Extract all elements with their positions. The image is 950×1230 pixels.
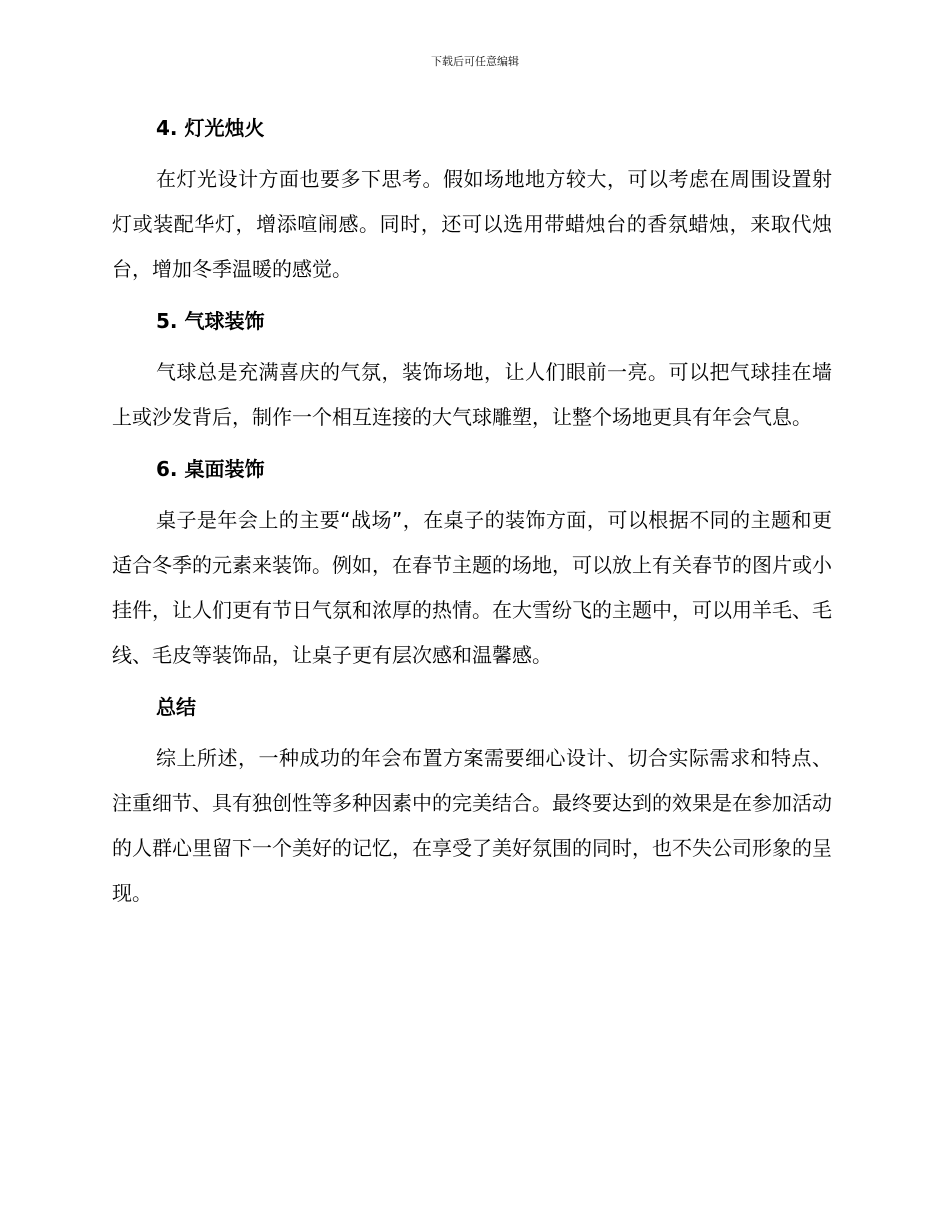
section-heading-summary: 总结 [156,695,196,719]
section-paragraph-summary: 综上所述，一种成功的年会布置方案需要细心设计、切合实际需求和特点、注重细节、具有独创性等多种因素中的完美结合。最终要达到的效果是在参加活动的人群心里留下一个美好的记忆，在享受了美好氛围的同时，也不失公司形象的呈现。 [112,746,832,905]
document-body [112,112,832,929]
section-heading-lighting: 4. 灯光烛火 [156,116,265,140]
section-heading-balloons: 5. 气球装饰 [156,309,265,333]
section-paragraph-table-decor: 桌子是年会上的主要“战场”，在桌子的装饰方面，可以根据不同的主题和更适合冬季的元素来装饰。例如，在春节主题的场地，可以放上有关春节的图片或小挂件，让人们更有节日气氛和浓厚的热情。在大雪纷飞的主题中，可以用羊毛、毛线、毛皮等装饰品，让桌子更有层次感和温馨感。 [112,508,832,667]
section-paragraph-lighting: 在灯光设计方面也要多下思考。假如场地地方较大，可以考虑在周围设置射灯或装配华灯，增添喧闹感。同时，还可以选用带蜡烛台的香氛蜡烛，来取代烛台，增加冬季温暖的感觉。 [112,167,832,281]
page-header-note: 下载后可任意编辑 [431,55,519,68]
section-heading-table-decor: 6. 桌面装饰 [156,457,265,481]
section-paragraph-balloons: 气球总是充满喜庆的气氛，装饰场地，让人们眼前一亮。可以把气球挂在墙上或沙发背后，制作一个相互连接的大气球雕塑，让整个场地更具有年会气息。 [112,360,832,429]
